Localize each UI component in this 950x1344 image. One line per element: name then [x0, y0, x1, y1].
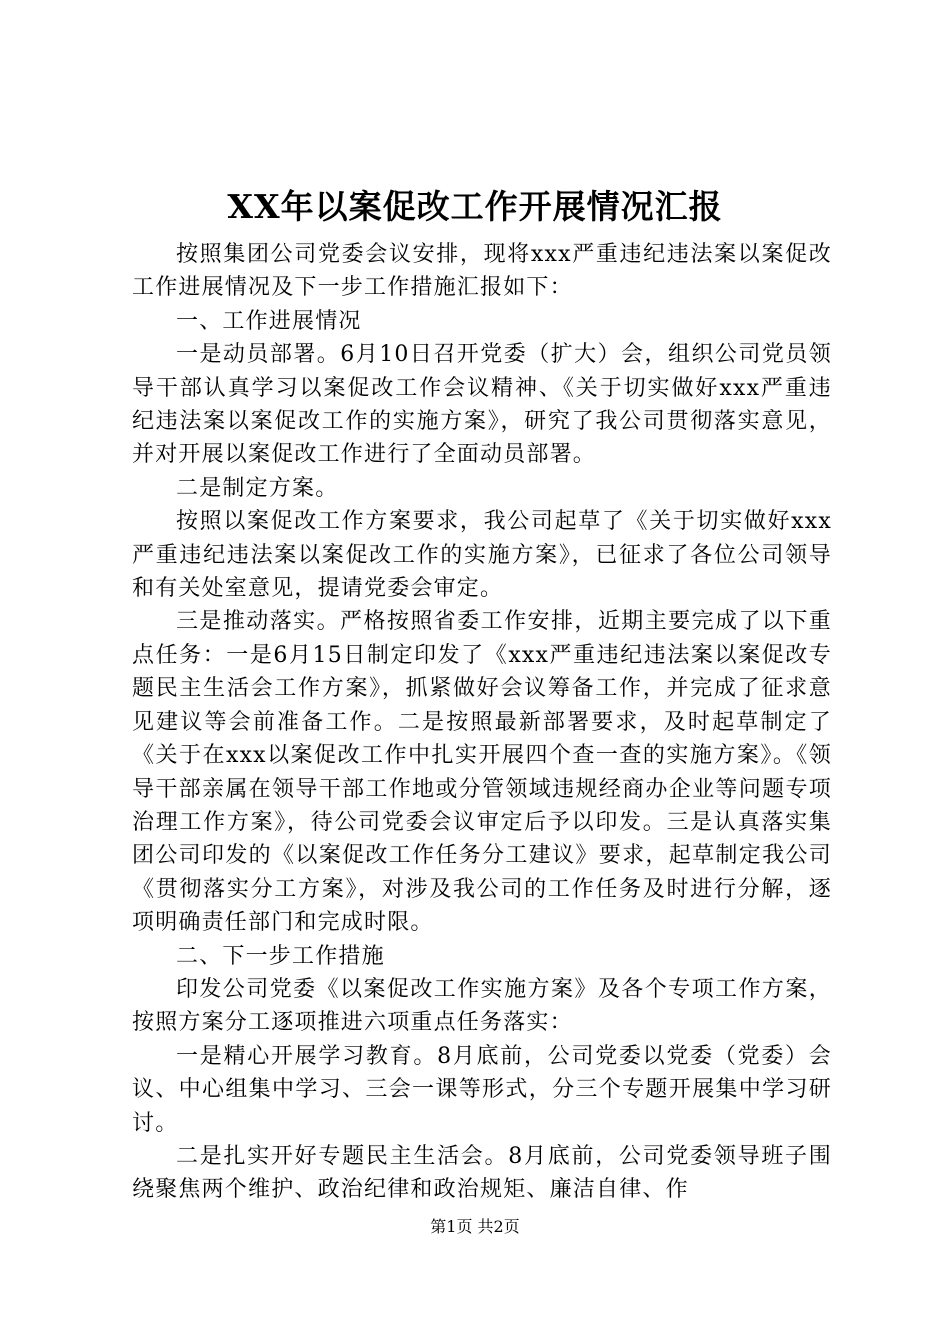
- section-heading-progress: 一、工作进展情况: [176, 308, 362, 334]
- paragraph-plan: 按照以案促改工作方案要求，我公司起草了《关于切实做好xxx严重违纪违法案以案促改工作的实施方案》，已征求了各位公司领导和有关处室意见，提请党委会审定。: [132, 509, 832, 602]
- document-body: [132, 238, 832, 1207]
- document-title: XX年以案促改工作开展情况汇报: [227, 187, 723, 226]
- paragraph-study: 一是精心开展学习教育。8月底前，公司党委以党委（党委）会议、中心组集中学习、三会一课等形式，分三个专题开展集中学习研讨。: [132, 1043, 832, 1136]
- paragraph-implementation: 三是推动落实。严格按照省委工作安排，近期主要完成了以下重点任务：一是6月15日制定印发了《xxx严重违纪违法案以案促改专题民主生活会工作方案》，抓紧做好会议筹备工作，并完成了征求意见建议等会前准备工作。二是按照最新部署要求，及时起草制定了《关于在xxx以案促改工作中扎实开展四个查一查的实施方案》。《领导干部亲属在领导干部工作地或分管领域违规经商办企业等问题专项治理工作方案》，待公司党委会议审定后予以印发。三是认真落实集团公司印发的《以案促改工作任务分工建议》要求，起草制定我公司《贯彻落实分工方案》，对涉及我公司的工作任务及时进行分解，逐项明确责任部门和完成时限。: [132, 609, 832, 936]
- paragraph-meeting: 二是扎实开好专题民主生活会。8月底前，公司党委领导班子围绕聚焦两个维护、政治纪律和政治规矩、廉洁自律、作: [132, 1143, 832, 1203]
- page-number-footer: 第1页 共2页: [430, 1217, 520, 1236]
- paragraph-plan-heading: 二是制定方案。: [176, 475, 339, 501]
- section-heading-next-steps: 二、下一步工作措施: [176, 943, 385, 969]
- paragraph-next-steps: 印发公司党委《以案促改工作实施方案》及各个专项工作方案，按照方案分工逐项推进六项重点任务落实：: [132, 976, 832, 1036]
- paragraph-mobilization: 一是动员部署。6月10日召开党委（扩大）会，组织公司党员领导干部认真学习以案促改工作会议精神、《关于切实做好xxx严重违纪违法案以案促改工作的实施方案》，研究了我公司贯彻落实意见，并对开展以案促改工作进行了全面动员部署。: [132, 342, 832, 468]
- paragraph-intro: 按照集团公司党委会议安排，现将xxx严重违纪违法案以案促改工作进展情况及下一步工作措施汇报如下：: [132, 242, 832, 301]
